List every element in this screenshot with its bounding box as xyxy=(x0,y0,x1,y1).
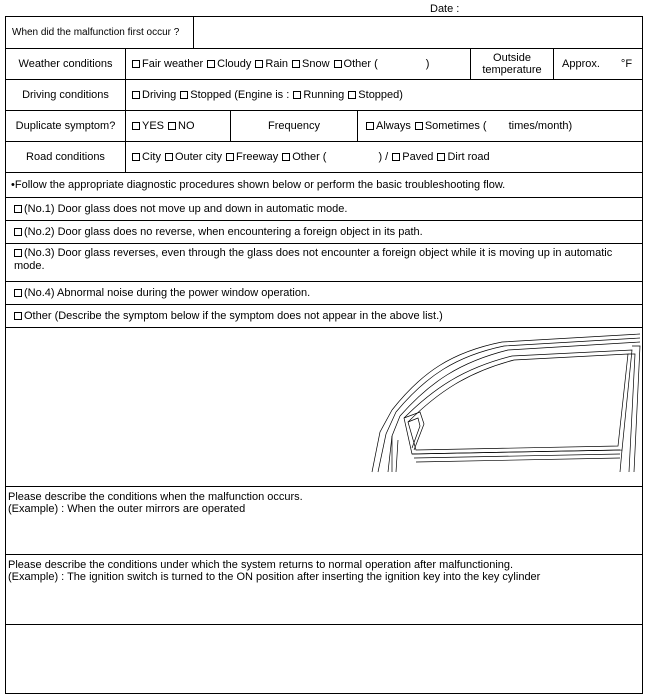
checkbox-icon xyxy=(226,153,234,161)
blank-notes-area[interactable] xyxy=(6,625,642,693)
checkbox-icon xyxy=(292,60,300,68)
checkbox-icon xyxy=(132,153,140,161)
temp-unit: °F xyxy=(620,58,633,70)
symptom-no4: (No.4) Abnormal noise during the power window operation. xyxy=(6,282,642,304)
checkbox-icon xyxy=(415,122,423,130)
row-first-occur xyxy=(6,17,642,49)
driving-label: Driving conditions xyxy=(6,80,126,110)
weather-cloudy-option[interactable]: Cloudy xyxy=(207,58,251,70)
describe-malfunction-example: (Example) : When the outer mirrors are operated xyxy=(8,503,246,515)
checkbox-icon xyxy=(14,228,22,236)
checkbox-icon xyxy=(392,153,400,161)
road-freeway-option[interactable]: Freeway xyxy=(226,151,278,163)
diagnosis-form xyxy=(5,16,643,694)
row-duplicate xyxy=(6,111,642,142)
road-options xyxy=(126,142,642,172)
frequency-label: Frequency xyxy=(231,111,358,141)
symptom-row[interactable] xyxy=(6,282,642,305)
symptom-other: Other (Describe the symptom below if the symptom does not appear in the above list.) xyxy=(6,305,642,327)
road-city-option[interactable]: City xyxy=(132,151,161,163)
driving-option[interactable]: Driving xyxy=(132,89,176,101)
weather-label: Weather conditions xyxy=(6,49,126,79)
describe-recovery-example: (Example) : The ignition switch is turned to the ON position after inserting the ignition key into the key cylinder xyxy=(8,571,541,583)
describe-malfunction-text xyxy=(6,487,642,519)
symptom-no1: (No.1) Door glass does not move up and down in automatic mode. xyxy=(6,198,642,220)
illustration-area[interactable] xyxy=(6,328,642,487)
approx-temp-field[interactable] xyxy=(554,49,642,79)
duplicate-options xyxy=(126,111,231,141)
road-other-option[interactable]: Other ( xyxy=(282,151,326,163)
instructions-text: •Follow the appropriate diagnostic procedures shown below or perform the basic troubleshooting flow. xyxy=(11,179,506,191)
road-dirt-option[interactable]: Dirt road xyxy=(437,151,489,163)
symptom-no3: (No.3) Door glass reverses, even through the glass does not encounter a foreign object while it is moving up in automatic mode. xyxy=(14,247,613,272)
checkbox-icon xyxy=(132,91,140,99)
row-driving xyxy=(6,80,642,111)
describe-recovery-text xyxy=(6,555,642,587)
weather-options xyxy=(126,49,471,79)
road-label: Road conditions xyxy=(6,142,126,172)
frequency-always-option[interactable]: Always xyxy=(366,120,411,132)
engine-running-option[interactable]: Running xyxy=(293,89,344,101)
duplicate-no-option[interactable]: NO xyxy=(168,120,195,132)
describe-malfunction-prompt: Please describe the conditions when the malfunction occurs. xyxy=(8,491,303,503)
road-paved-option[interactable]: Paved xyxy=(392,151,433,163)
checkbox-icon xyxy=(293,91,301,99)
frequency-options xyxy=(358,111,642,141)
checkbox-icon xyxy=(132,60,140,68)
weather-other-close: ) xyxy=(425,58,430,70)
engine-stopped-option[interactable]: Stopped) xyxy=(348,89,403,101)
symptom-row[interactable] xyxy=(6,305,642,328)
date-label: Date : xyxy=(430,3,460,15)
checkbox-icon xyxy=(334,60,342,68)
checkbox-icon xyxy=(282,153,290,161)
checkbox-icon xyxy=(14,205,22,213)
outside-temp-label: Outside temperature xyxy=(471,49,554,79)
checkbox-icon xyxy=(132,122,140,130)
row-road xyxy=(6,142,642,173)
approx-label: Approx. xyxy=(562,58,600,70)
checkbox-icon xyxy=(14,289,22,297)
weather-rain-option[interactable]: Rain xyxy=(255,58,288,70)
checkbox-icon xyxy=(14,312,22,320)
checkbox-icon xyxy=(366,122,374,130)
weather-snow-option[interactable]: Snow xyxy=(292,58,330,70)
weather-fair-option[interactable]: Fair weather xyxy=(132,58,203,70)
weather-other-option[interactable]: Other ( xyxy=(334,58,378,70)
checkbox-icon xyxy=(207,60,215,68)
row-weather xyxy=(6,49,642,80)
checkbox-icon xyxy=(348,91,356,99)
symptom-row[interactable] xyxy=(6,244,642,282)
car-door-illustration xyxy=(352,332,642,482)
first-occur-label: When did the malfunction first occur ? xyxy=(6,17,194,48)
duplicate-label: Duplicate symptom? xyxy=(6,111,126,141)
first-occur-field[interactable] xyxy=(194,17,642,48)
describe-recovery-prompt: Please describe the conditions under which the system returns to normal operation after malfunctioning. xyxy=(8,559,514,571)
checkbox-icon xyxy=(180,91,188,99)
row-instructions xyxy=(6,173,642,198)
driving-options xyxy=(126,80,642,110)
times-per-month: times/month) xyxy=(508,120,573,132)
checkbox-icon xyxy=(168,122,176,130)
checkbox-icon xyxy=(437,153,445,161)
symptom-row[interactable] xyxy=(6,221,642,244)
stopped-option[interactable]: Stopped (Engine is : xyxy=(180,89,289,101)
road-outer-city-option[interactable]: Outer city xyxy=(165,151,222,163)
describe-recovery-block[interactable] xyxy=(6,555,642,625)
road-separator: ) / xyxy=(378,151,389,163)
symptom-no2: (No.2) Door glass does no reverse, when encountering a foreign object in its path. xyxy=(6,221,642,243)
checkbox-icon xyxy=(14,249,22,257)
duplicate-yes-option[interactable]: YES xyxy=(132,120,164,132)
frequency-sometimes-option[interactable]: Sometimes ( xyxy=(415,120,487,132)
symptom-row[interactable] xyxy=(6,198,642,221)
checkbox-icon xyxy=(255,60,263,68)
describe-malfunction-block[interactable] xyxy=(6,487,642,555)
checkbox-icon xyxy=(165,153,173,161)
